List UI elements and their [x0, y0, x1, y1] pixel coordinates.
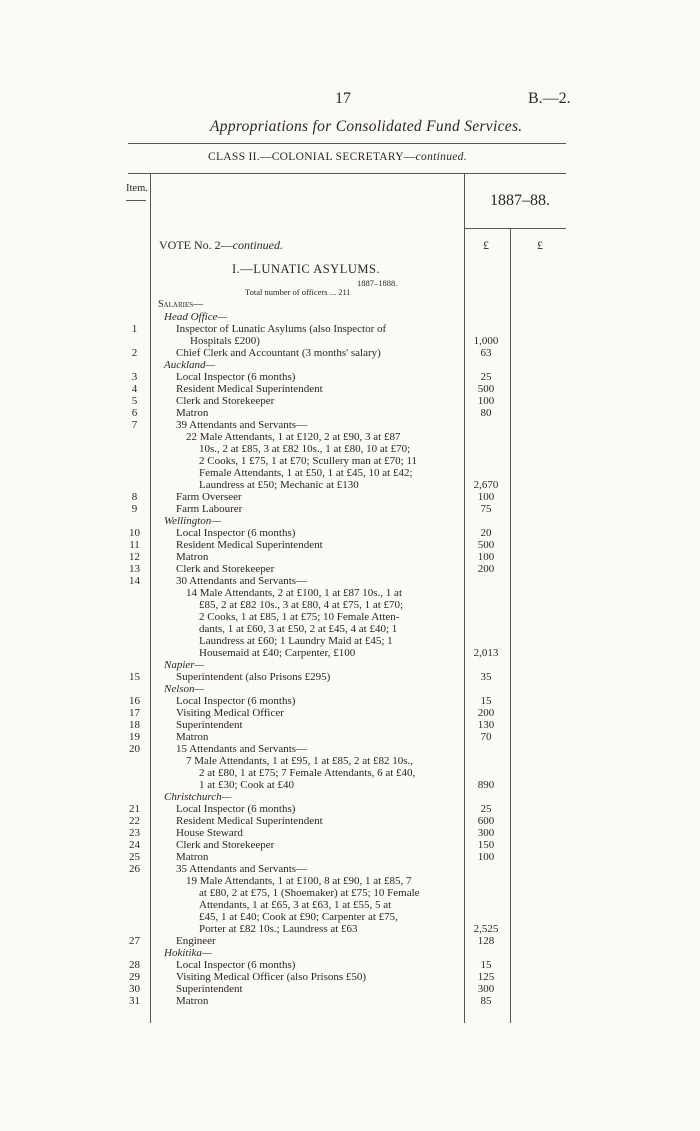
item-description: Engineer: [176, 935, 216, 947]
table-row: [0, 647, 700, 659]
amount-value: 150: [477, 839, 495, 851]
item-number: 8: [131, 491, 138, 503]
amount-value: 2,525: [473, 923, 499, 935]
item-description: dants, 1 at £60, 3 at £50, 2 at £45, 4 at £40; 1: [199, 623, 398, 635]
item-description: 7 Male Attendants, 1 at £95, 1 at £85, 2 at £82 10s.,: [186, 755, 413, 767]
item-number: 11: [129, 539, 140, 551]
location-subheading: Head Office—: [164, 311, 228, 323]
table-row: [0, 971, 700, 983]
vote-heading-main: VOTE No. 2—: [159, 238, 233, 252]
vote-heading: [159, 238, 283, 253]
table-row: [0, 503, 700, 515]
item-description: 15 Attendants and Servants—: [176, 743, 308, 755]
item-column-heading: Item.: [126, 183, 148, 194]
page-number: 17: [335, 90, 351, 107]
item-description: 22 Male Attendants, 1 at £120, 2 at £90, 3 at £87: [186, 431, 401, 443]
table-row: [0, 719, 700, 731]
table-row: [0, 695, 700, 707]
page-code: B.—2.: [528, 90, 571, 107]
item-description: 2 Cooks, 1 at £85, 1 at £75; 10 Female Atten-: [199, 611, 400, 623]
item-number: 19: [129, 731, 140, 743]
amount-value: 35: [480, 671, 492, 683]
item-number: 28: [129, 959, 140, 971]
item-number: 26: [129, 863, 140, 875]
item-description: Farm Overseer: [176, 491, 242, 503]
item-description: Local Inspector (6 months): [176, 695, 296, 707]
item-description: Matron: [176, 407, 209, 419]
item-description: Matron: [176, 995, 209, 1007]
item-number: 5: [131, 395, 138, 407]
table-row: [0, 587, 700, 599]
item-number: 29: [129, 971, 140, 983]
item-number: 9: [131, 503, 138, 515]
table-row: [0, 779, 700, 791]
item-number: 15: [129, 671, 140, 683]
amount-value: 70: [480, 731, 492, 743]
item-number: 17: [129, 707, 140, 719]
table-row: [0, 347, 700, 359]
item-number: 13: [129, 563, 140, 575]
item-description: 10s., 2 at £85, 3 at £82 10s., 1 at £80, 10 at £70;: [199, 443, 411, 455]
table-row: [0, 863, 700, 875]
item-number: 16: [129, 695, 140, 707]
amount-value: 500: [477, 383, 495, 395]
page-title: Appropriations for Consolidated Fund Services.: [210, 118, 523, 135]
item-number: 4: [131, 383, 138, 395]
item-description: at £80, 2 at £75, 1 (Shoemaker) at £75; 10 Female: [199, 887, 420, 899]
amount-value: 2,670: [473, 479, 499, 491]
item-number: 6: [131, 407, 138, 419]
table-row: [0, 899, 700, 911]
item-number: 2: [131, 347, 138, 359]
table-top-rule: [128, 173, 566, 174]
item-description: Resident Medical Superintendent: [176, 383, 323, 395]
item-description: Hospitals £200): [190, 335, 260, 347]
item-description: Porter at £82 10s.; Laundress at £63: [199, 923, 358, 935]
item-heading-underline: [126, 200, 146, 201]
item-description: Inspector of Lunatic Asylums (also Inspector of: [176, 323, 387, 335]
location-subheading: Wellington—: [164, 515, 222, 527]
amount-value: 500: [477, 539, 495, 551]
amount-value: 100: [477, 851, 495, 863]
location-subheading: Christchurch—: [164, 791, 232, 803]
item-description: 19 Male Attendants, 1 at £100, 8 at £90, 1 at £85, 7: [186, 875, 412, 887]
item-description: 35 Attendants and Servants—: [176, 863, 308, 875]
item-description: Visiting Medical Officer: [176, 707, 284, 719]
amount-value: 125: [477, 971, 495, 983]
table-row: [0, 515, 700, 527]
item-number: 14: [129, 575, 140, 587]
table-row: [0, 791, 700, 803]
item-number: 18: [129, 719, 140, 731]
class-heading-main: CLASS II.—COLONIAL SECRETARY—: [208, 151, 416, 163]
item-description: Local Inspector (6 months): [176, 803, 296, 815]
item-description: Local Inspector (6 months): [176, 371, 296, 383]
location-subheading: Nelson—: [164, 683, 205, 695]
item-description: Resident Medical Superintendent: [176, 815, 323, 827]
amount-value: 200: [477, 707, 495, 719]
table-row: [0, 527, 700, 539]
table-row: [0, 563, 700, 575]
item-description: Clerk and Storekeeper: [176, 839, 275, 851]
item-description: Housemaid at £40; Carpenter, £100: [199, 647, 356, 659]
table-row: [0, 467, 700, 479]
year-column-heading: 1887–88.: [490, 192, 550, 209]
title-rule: [128, 143, 566, 144]
amount-value: 300: [477, 983, 495, 995]
table-row: [0, 911, 700, 923]
item-description: 14 Male Attendants, 2 at £100, 1 at £87 10s., 1 at: [186, 587, 402, 599]
table-row: [0, 803, 700, 815]
amount-value: 130: [477, 719, 495, 731]
table-row: [0, 875, 700, 887]
table-row: [0, 539, 700, 551]
amount-value: 63: [480, 347, 492, 359]
location-subheading: Hokitika—: [164, 947, 212, 959]
table-row: [0, 827, 700, 839]
item-number: 21: [129, 803, 140, 815]
item-description: Laundress at £60; 1 Laundry Maid at £45; 1: [199, 635, 393, 647]
item-description: Resident Medical Superintendent: [176, 539, 323, 551]
item-number: 22: [129, 815, 140, 827]
item-number: 24: [129, 839, 140, 851]
table-row: [0, 767, 700, 779]
table-row: [0, 707, 700, 719]
class-heading-continued: continued.: [415, 151, 467, 163]
table-row: [0, 815, 700, 827]
table-row: [0, 479, 700, 491]
amount-value: 128: [477, 935, 495, 947]
item-description: Female Attendants, 1 at £50, 1 at £45, 10 at £42;: [199, 467, 413, 479]
item-number: 27: [129, 935, 140, 947]
table-row: [0, 755, 700, 767]
table-row: [0, 599, 700, 611]
table-row: [0, 323, 700, 335]
officers-count: Total number of officers ... 211: [245, 287, 351, 297]
table-row: [0, 383, 700, 395]
table-row: [0, 983, 700, 995]
amount-value: 80: [480, 407, 492, 419]
item-number: 7: [131, 419, 138, 431]
item-description: 2 Cooks, 1 £75, 1 at £70; Scullery man at £70; 11: [199, 455, 418, 467]
table-row: [0, 887, 700, 899]
amount-value: 100: [477, 395, 495, 407]
amount-value: 200: [477, 563, 495, 575]
location-subheading: Napier—: [164, 659, 205, 671]
item-description: Chief Clerk and Accountant (3 months' salary): [176, 347, 381, 359]
table-row: [0, 671, 700, 683]
amount-value: 15: [480, 695, 492, 707]
amount-value: 300: [477, 827, 495, 839]
item-description: House Steward: [176, 827, 243, 839]
amount-value: 20: [480, 527, 492, 539]
item-description: Laundress at £50; Mechanic at £130: [199, 479, 359, 491]
item-description: Matron: [176, 731, 209, 743]
table-row: [0, 419, 700, 431]
item-description: Superintendent (also Prisons £295): [176, 671, 331, 683]
item-description: Visiting Medical Officer (also Prisons £50): [176, 971, 367, 983]
table-row: [0, 935, 700, 947]
table-row: [0, 431, 700, 443]
amount-value: 1,000: [473, 335, 499, 347]
table-row: [0, 851, 700, 863]
item-description: 1 at £30; Cook at £40: [199, 779, 295, 791]
item-description: Farm Labourer: [176, 503, 243, 515]
year-heading-rule: [464, 228, 566, 229]
amount-value: 75: [480, 503, 492, 515]
item-number: 1: [131, 323, 138, 335]
table-row: [0, 455, 700, 467]
table-row: [0, 623, 700, 635]
pound-unit-first: £: [483, 238, 489, 252]
table-row: [0, 443, 700, 455]
amount-value: 85: [480, 995, 492, 1007]
table-row: [0, 947, 700, 959]
table-row: [0, 683, 700, 695]
amount-value: 100: [477, 491, 495, 503]
table-row: [0, 839, 700, 851]
section-year: 1887–1888.: [357, 278, 398, 288]
table-row: [0, 491, 700, 503]
vote-heading-continued: continued.: [232, 238, 283, 252]
item-description: 30 Attendants and Servants—: [176, 575, 308, 587]
item-description: Clerk and Storekeeper: [176, 563, 275, 575]
item-number: 20: [129, 743, 140, 755]
item-description: Attendants, 1 at £65, 3 at £63, 1 at £55, 5 at: [199, 899, 392, 911]
item-description: Superintendent: [176, 983, 243, 995]
table-row: [0, 923, 700, 935]
location-subheading: Auckland—: [164, 359, 216, 371]
amount-value: 100: [477, 551, 495, 563]
table-row: [0, 359, 700, 371]
table-row: [0, 407, 700, 419]
item-description: Matron: [176, 551, 209, 563]
item-description: Local Inspector (6 months): [176, 527, 296, 539]
item-number: 10: [129, 527, 140, 539]
amount-value: 25: [480, 371, 492, 383]
table-row: [0, 959, 700, 971]
item-description: 2 at £80, 1 at £75; 7 Female Attendants, 6 at £40,: [199, 767, 416, 779]
item-number: 25: [129, 851, 140, 863]
pound-unit-second: £: [537, 238, 543, 252]
amount-value: 25: [480, 803, 492, 815]
table-row: [0, 611, 700, 623]
table-row: [0, 371, 700, 383]
table-row: [0, 575, 700, 587]
salaries-label: Salaries—: [158, 299, 204, 310]
item-description: £85, 2 at £82 10s., 3 at £80, 4 at £75, 1 at £70;: [199, 599, 404, 611]
table-row: [0, 995, 700, 1007]
amount-value: 890: [477, 779, 495, 791]
class-heading: [208, 151, 467, 163]
item-number: 30: [129, 983, 140, 995]
amount-value: 600: [477, 815, 495, 827]
item-number: 3: [131, 371, 138, 383]
table-row: [0, 551, 700, 563]
amount-value: 2,013: [473, 647, 499, 659]
table-row: [0, 335, 700, 347]
table-row: [0, 395, 700, 407]
item-number: 31: [129, 995, 140, 1007]
table-row: [0, 659, 700, 671]
item-description: Matron: [176, 851, 209, 863]
item-description: 39 Attendants and Servants—: [176, 419, 308, 431]
table-row: [0, 743, 700, 755]
item-description: Local Inspector (6 months): [176, 959, 296, 971]
table-row: [0, 635, 700, 647]
item-description: Superintendent: [176, 719, 243, 731]
section-heading: I.—LUNATIC ASYLUMS.: [232, 262, 381, 276]
item-number: 12: [129, 551, 140, 563]
amount-value: 15: [480, 959, 492, 971]
item-description: Clerk and Storekeeper: [176, 395, 275, 407]
item-number: 23: [129, 827, 140, 839]
item-description: £45, 1 at £40; Cook at £90; Carpenter at £75,: [199, 911, 398, 923]
table-row: [0, 311, 700, 323]
table-row: [0, 731, 700, 743]
